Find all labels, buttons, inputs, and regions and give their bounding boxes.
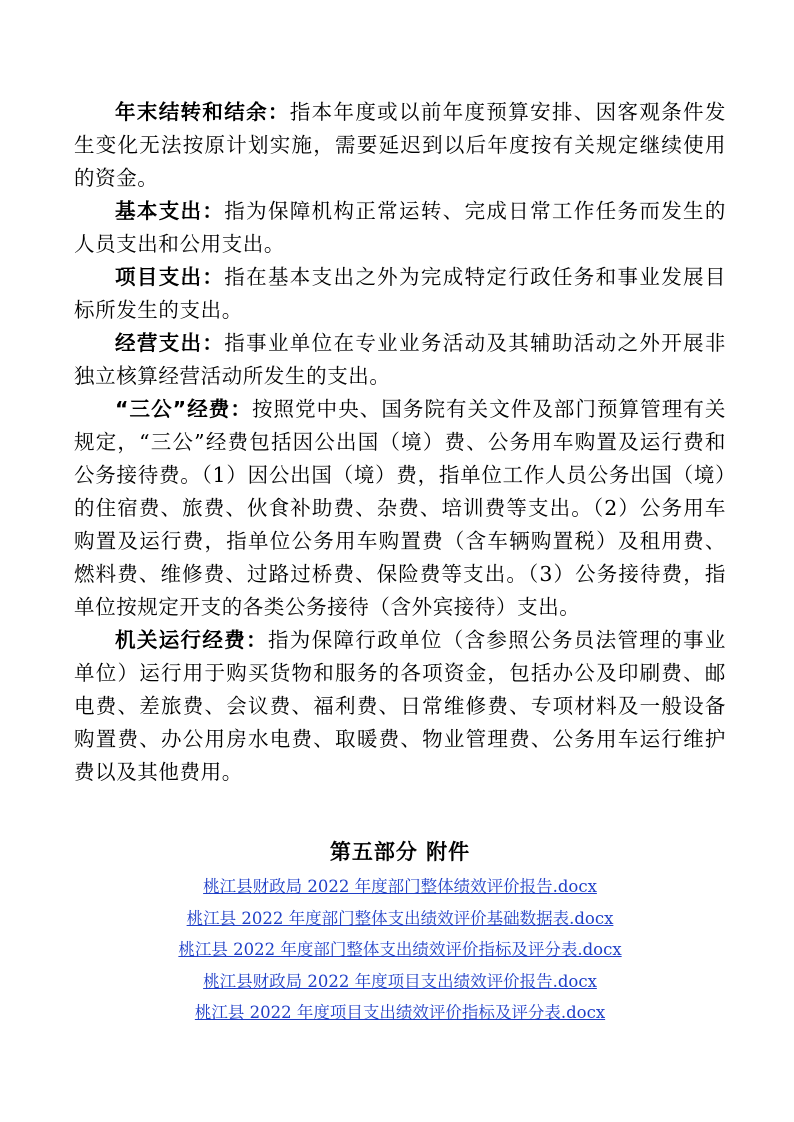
list-item [74,997,726,1029]
attachment-link[interactable]: 桃江县 2022 年度项目支出绩效评价指标及评分表.docx [194,1003,606,1022]
attachment-link[interactable]: 桃江县 2022 年度部门整体支出绩效评价基础数据表.docx [186,908,614,928]
definition-agency-operating-funds [74,624,726,789]
definition-text: 指本年度或以前年度预算安排、因客观条件发生变化无法按原计划实施，需要延迟到以后年度按有关规定继续使用的资金。 [74,100,726,190]
definition-year-end-balance [74,96,726,195]
definition-text: 指事业单位在专业业务活动及其辅助活动之外开展非独立核算经营活动所发生的支出。 [74,331,726,388]
list-item [74,903,726,935]
definition-term: “三公”经费： [115,397,252,421]
definition-term: 基本支出： [115,199,225,223]
attachment-link[interactable]: 桃江县 2022 年度部门整体支出绩效评价指标及评分表.docx [178,940,622,959]
section-title: 第五部分 附件 [329,840,471,864]
list-item [74,966,726,998]
attachment-link[interactable]: 桃江县财政局 2022 年度项目支出绩效评价报告.docx [203,971,597,991]
definition-text: 按照党中央、国务院有关文件及部门预算管理有关规定，“三公”经费包括因公出国（境）费、公务用车购置及运行费和公务接待费。（1）因公出国（境）费，指单位工作人员公务出国（境）的住宿费、旅费、伙食补助费、杂费、培训费等支出。（2）公务用车购置及运行费，指单位公务用车购置费（含车辆购置税）及租用费、燃料费、维修费、过路过桥费、保险费等支出。（3）公务接待费，指单位按规定开支的各类公务接待（含外宾接待）支出。 [74,397,726,619]
definition-term: 经营支出： [115,331,225,355]
attachment-link[interactable]: 桃江县财政局 2022 年度部门整体绩效评价报告.docx [203,877,597,896]
definition-basic-expenditure [74,195,726,261]
definition-term: 项目支出： [115,265,225,289]
definition-three-public-expenses [74,393,726,624]
list-item [74,871,726,903]
definition-project-expenditure [74,261,726,327]
document-page [74,96,726,1029]
definition-operating-expenditure [74,327,726,393]
attachment-list [74,871,726,1029]
definition-text: 指为保障行政单位（含参照公务员法管理的事业单位）运行用于购买货物和服务的各项资金，包括办公及印刷费、邮电费、差旅费、会议费、福利费、日常维修费、专项材料及一般设备购置费、办公用房水电费、取暖费、物业管理费、公务用车运行维护费以及其他费用。 [74,628,726,784]
definition-text: 指在基本支出之外为完成特定行政任务和事业发展目标所发生的支出。 [74,265,726,322]
definition-term: 年末结转和结余： [115,100,290,124]
list-item [74,934,726,966]
definition-term: 机关运行经费： [115,628,268,652]
definition-text: 指为保障机构正常运转、完成日常工作任务而发生的人员支出和公用支出。 [74,199,726,256]
